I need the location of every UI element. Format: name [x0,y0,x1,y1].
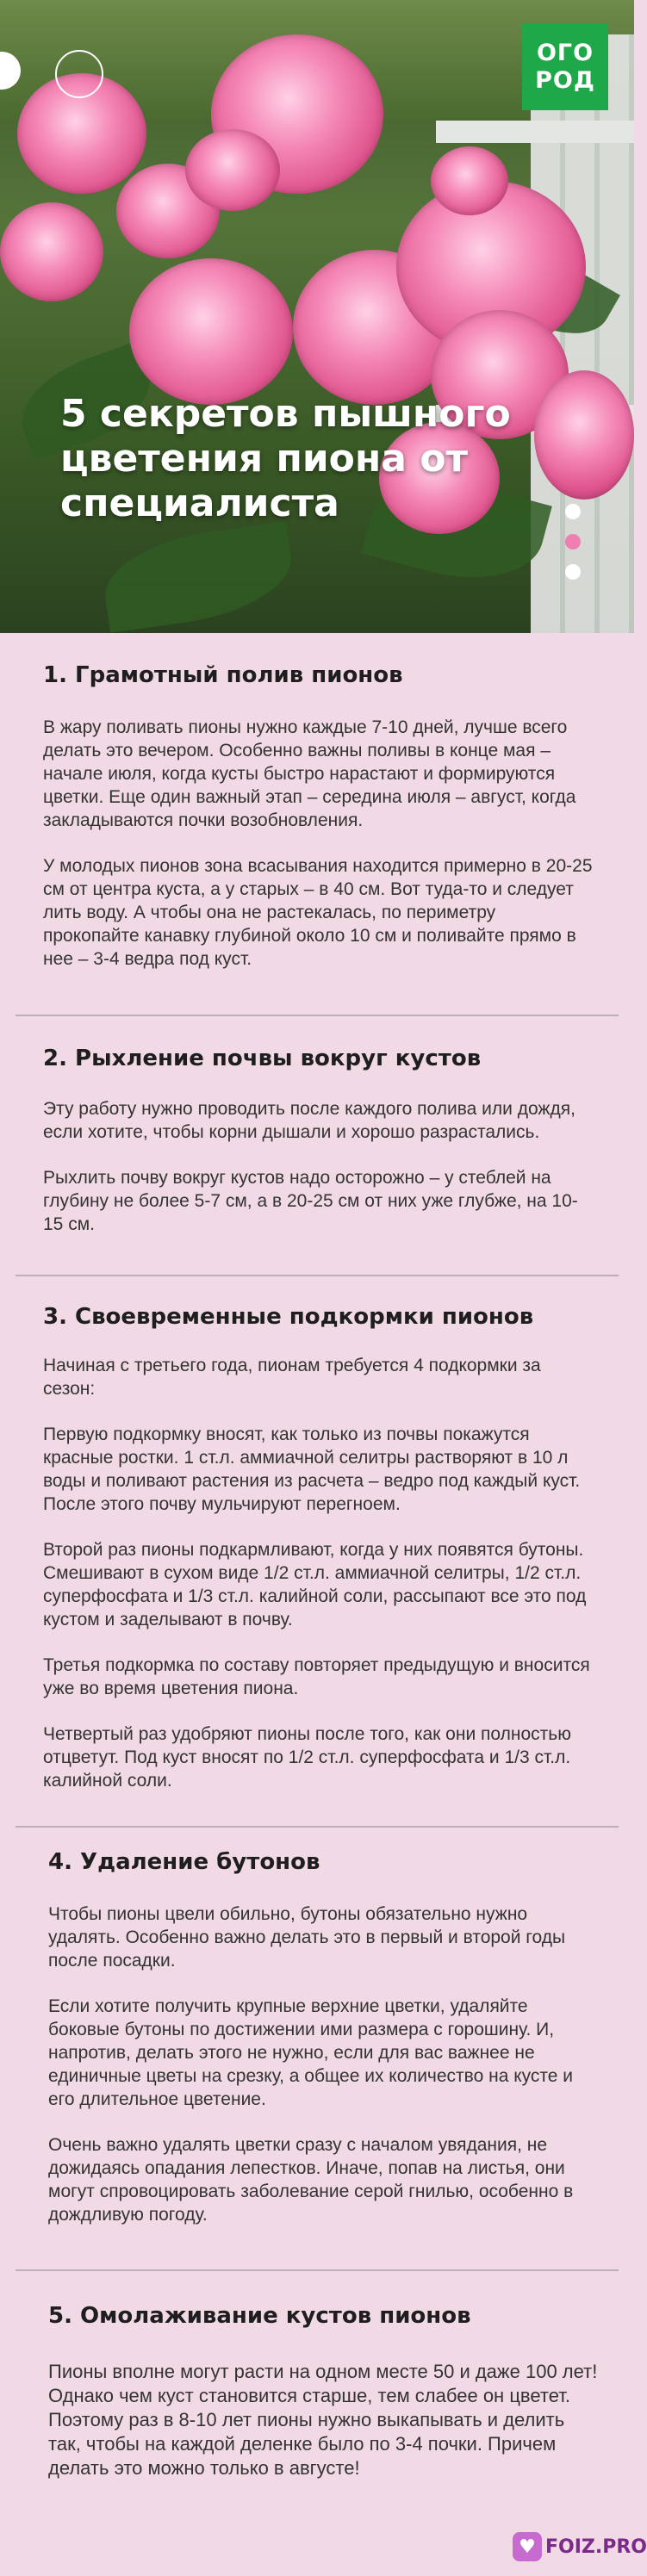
peony-flower [431,146,508,215]
peony-flower [534,370,634,500]
page-title: 5 секретов пышного цветения пиона от специалиста [60,392,511,525]
divider [16,2269,619,2271]
ogorod-logo[interactable] [522,24,608,110]
section-paragraph: Чтобы пионы цвели обильно, бутоны обязательно нужно удалять. Особенно важно делать это в первый и второй годы после посадки. [48,1904,566,1971]
hero-image [0,0,634,633]
section-watering [43,661,594,971]
section-paragraph: Эту работу нужно проводить после каждого полива или дождя, если хотите, чтобы корни дышали и хорошо разрастались. [43,1099,575,1142]
section-paragraph: Очень важно удалять цветки сразу с началом увядания, не дожидаясь опадания лепестков. Иначе, попав на листья, они могут спровоцировать заболевание серой гнилью, особенно в дождливую погоду. [48,2135,574,2225]
section-paragraph: У молодых пионов зона всасывания находится примерно в 20-25 см от центра куста, а у старых – в 40 см. Вот туда-то и следует лить воду. А чтобы она не растекалась, по периметру прокопайте канавку глубиной около 10 см и поливайте прямо в нее – 3-4 ведра под куст. [43,856,593,969]
decor-dot [565,534,581,549]
fence-rail [436,121,634,143]
peony-flower [0,202,103,301]
section-rejuvenation [48,2301,600,2480]
divider [16,1826,619,1828]
section-paragraph: Второй раз пионы подкармливают, когда у них появятся бутоны. Смешивают в сухом виде 1/2 ст.л. аммиачной селитры, 1/2 ст.л. суперфосфата и 1/3 ст.л. калийной соли, рассыпают все это под кустом и заделывают в почву. [43,1540,587,1629]
watermark [513,2532,647,2561]
section-heading: 2. Рыхление почвы вокруг кустов [43,1046,482,1071]
section-paragraph: Пионы вполне могут расти на одном месте 50 и даже 100 лет! Однако чем куст становится старше, тем слабее он цветет. Поэтому раз в 8-10 лет пионы нужно выкапывать и делить так, чтобы на каждой деленке было по 3-4 почки. Причем делать это можно только в августе! [48,2361,598,2479]
section-paragraph: Четвертый раз удобряют пионы после того, как они полностью отцветут. Под куст вносят по 1/2 ст.л. суперфосфата и 1/3 ст.л. калийной соли. [43,1724,571,1791]
divider [16,1015,619,1016]
divider [16,1275,619,1276]
leaf-graphic [98,521,298,633]
section-feeding [43,1302,594,1792]
logo-text-line1: ОГО [536,40,594,66]
logo-text-line2: РОД [535,67,595,94]
section-paragraph: Рыхлить почву вокруг кустов надо осторожно – у стеблей на глубину не более 5-7 см, а в 20-25 см от них уже глубже, на 10-15 см. [43,1168,578,1234]
heart-icon: ♥ [513,2532,542,2561]
decor-dot [565,564,581,580]
section-paragraph: Начиная с третьего года, пионам требуется 4 подкормки за сезон: [43,1356,541,1399]
peony-flower [185,129,280,211]
peony-flower [129,258,293,405]
section-loosening [43,1044,594,1236]
section-heading: 5. Омолаживание кустов пионов [48,2303,471,2329]
section-heading: 4. Удаление бутонов [48,1849,320,1875]
decor-ring [55,50,103,98]
section-heading: 1. Грамотный полив пионов [43,662,403,688]
section-paragraph: Третья подкормка по составу повторяет предыдущую и вносится уже во время цветения пиона. [43,1655,590,1698]
decor-dot [565,504,581,519]
section-buds [48,1847,600,2226]
watermark-text: FOIZ.PRO [545,2536,647,2558]
section-heading: 3. Своевременные подкормки пионов [43,1304,534,1330]
section-paragraph: Первую подкормку вносят, как только из почвы покажутся красные ростки. 1 ст.л. аммиачной селитры растворяют в 10 л воды и поливают растения из расчета – ведро под каждый куст. После этого почву мульчируют перегноем. [43,1425,581,1514]
section-paragraph: Если хотите получить крупные верхние цветки, удаляйте боковые бутоны по достижении ими размера с горошину. И, напротив, делать этого не нужно, если для вас важнее не единичные цветы на срезку, а общее их количество на кусте и его длительное цветение. [48,1996,574,2109]
section-paragraph: В жару поливать пионы нужно каждые 7-10 дней, лучше всего делать это вечером. Особенно важны поливы в конце мая – начале июля, когда кусты быстро нарастают и формируются цветки. Еще один важный этап – середина июля – август, когда закладываются почки возобновления. [43,717,576,830]
